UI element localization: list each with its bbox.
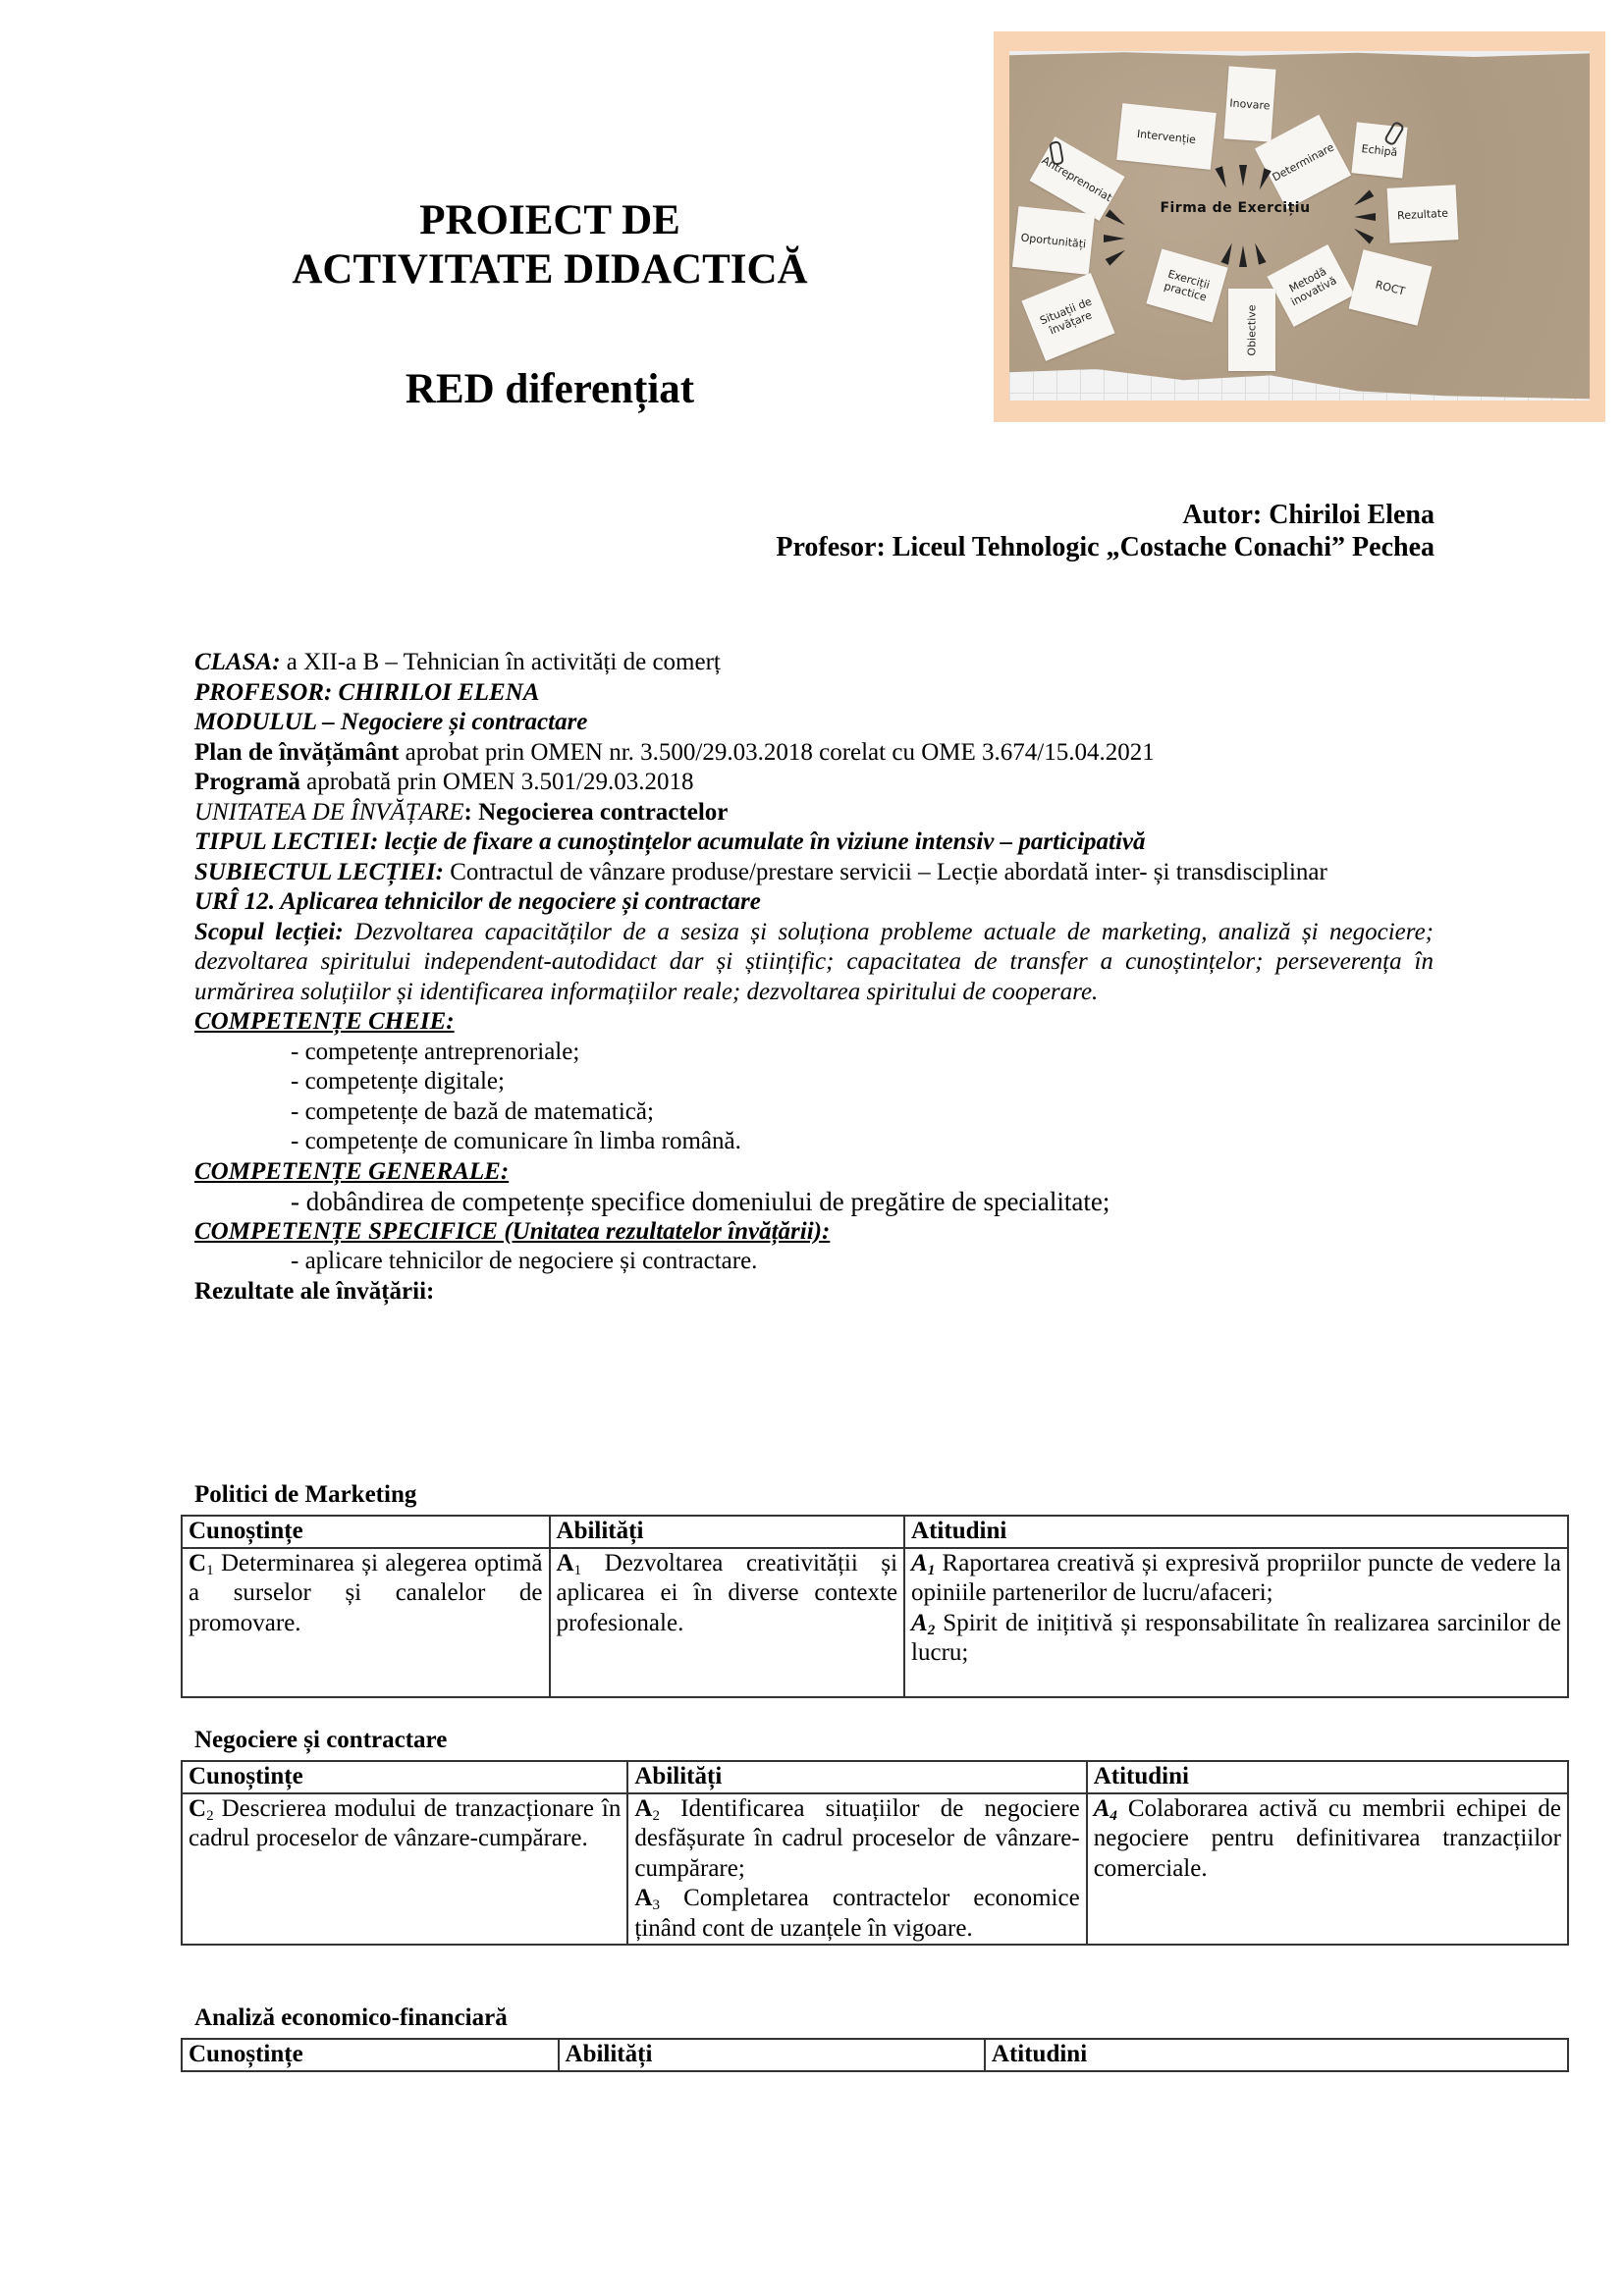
note-obiective-label: Obiective bbox=[1245, 303, 1259, 356]
doc-title-line2: ACTIVITATE DIDACTICĂ bbox=[292, 246, 808, 293]
code-sub: 2 bbox=[927, 1622, 936, 1638]
code-sub: 4 bbox=[1110, 1807, 1117, 1824]
code: A bbox=[634, 1794, 653, 1822]
scopul-label: Scopul lecției: bbox=[194, 918, 344, 945]
table-politici-marketing bbox=[181, 1515, 1569, 1698]
cell-atitudini bbox=[1087, 1793, 1568, 1946]
note-exercitii-practice: Exerciții practice bbox=[1146, 248, 1227, 322]
plan-value: aprobat prin OMEN nr. 3.500/29.03.2018 corelat cu OME 3.674/15.04.2021 bbox=[399, 738, 1155, 766]
doc-subtitle: RED diferențiat bbox=[405, 366, 695, 412]
code-sub: 3 bbox=[652, 1897, 660, 1913]
cell-text: Dezvoltarea creativității și aplicarea ei în diverse contexte profesionale. bbox=[556, 1549, 898, 1636]
note-oportunitati: Oportunități bbox=[1012, 206, 1095, 275]
plan-label: Plan de învățământ bbox=[194, 738, 400, 766]
competente-cheie-heading: COMPETENȚE CHEIE: bbox=[194, 1008, 455, 1035]
header-abilitati: Abilități bbox=[627, 1761, 1086, 1793]
table-row bbox=[182, 1548, 1568, 1697]
scopul-line bbox=[194, 918, 1434, 1008]
note-interventie: Intervenție bbox=[1116, 103, 1217, 170]
ray-icon bbox=[1239, 245, 1247, 267]
table-header-row bbox=[182, 2039, 1568, 2071]
lesson-info bbox=[194, 648, 1434, 1307]
rezultate-heading: Rezultate ale învățării: bbox=[194, 1277, 435, 1305]
ray-icon bbox=[1352, 189, 1375, 208]
table-header-row bbox=[182, 1761, 1568, 1793]
center-label: Firma de Exercițiu bbox=[1160, 200, 1311, 216]
code-sub: 1 bbox=[927, 1562, 936, 1578]
competenta-generala-item: - dobândirea de competențe specifice domeniului de pregătire de specialitate; bbox=[291, 1187, 1110, 1216]
unitatea-value: : Negocierea contractelor bbox=[463, 798, 729, 826]
header-atitudini: Atitudini bbox=[1087, 1761, 1568, 1793]
torn-paper-top bbox=[1009, 51, 1590, 57]
ray-icon bbox=[1251, 241, 1266, 264]
table-analiza-economico-financiara bbox=[181, 2038, 1569, 2072]
competenta-specifica-item: - aplicare tehnicilor de negociere și contractare. bbox=[291, 1248, 758, 1274]
ray-icon bbox=[1352, 225, 1375, 243]
note-antreprenoriat: Antreprenoriat bbox=[1029, 136, 1124, 221]
table-negociere-contractare bbox=[181, 1760, 1569, 1946]
abilitate-item bbox=[634, 1884, 1079, 1944]
ray-icon bbox=[1215, 166, 1229, 188]
subiectul-label: SUBIECTUL LECȚIEI: bbox=[194, 858, 444, 885]
modulul-line: MODULUL – Negociere și contractare bbox=[194, 709, 588, 735]
clasa-value: a XII-a B – Tehnician în activități de comerț bbox=[280, 649, 721, 675]
plan-line bbox=[194, 738, 1434, 769]
grid-paper-bottom bbox=[1009, 369, 1590, 400]
cell-cunostinte bbox=[182, 1793, 627, 1946]
table2-title: Negociere și contractare bbox=[194, 1727, 448, 1753]
note-obiective bbox=[1228, 289, 1275, 371]
cell-text: Completarea contractelor economice ținând cont de uzanțele în vigoare. bbox=[634, 1885, 1080, 1942]
header-cunostinte: Cunoștințe bbox=[182, 2039, 559, 2071]
cell-abilitati bbox=[627, 1793, 1086, 1946]
ray-icon bbox=[1106, 246, 1128, 265]
ray-icon bbox=[1106, 209, 1128, 228]
note-echipa: Echipă bbox=[1351, 122, 1407, 178]
kraft-paper-background bbox=[1009, 51, 1590, 400]
cell-atitudini bbox=[904, 1548, 1568, 1697]
cell-text: Descrierea modului de tranzacționare în cadrul proceselor de vânzare-cumpărare. bbox=[189, 1794, 622, 1851]
code-sub: 2 bbox=[652, 1807, 660, 1824]
author-school: Profesor: Liceul Tehnologic „Costache Conachi” Pechea bbox=[776, 532, 1435, 562]
note-rezultate: Rezultate bbox=[1387, 185, 1459, 243]
cell-abilitati bbox=[550, 1548, 905, 1697]
programa-label: Programă bbox=[194, 769, 300, 795]
note-situatii-de-invatare: Situații de învățare bbox=[1021, 273, 1114, 361]
header-atitudini: Atitudini bbox=[904, 1516, 1568, 1548]
code: A bbox=[911, 1549, 928, 1576]
code: A bbox=[556, 1549, 574, 1576]
note-determinare: Determinare bbox=[1255, 115, 1351, 210]
code: C bbox=[189, 1794, 207, 1822]
code-sub: 2 bbox=[206, 1807, 214, 1824]
competente-generale-heading: COMPETENȚE GENERALE: bbox=[194, 1157, 510, 1185]
cell-text: Spirit de inițitivă și responsabilitate în realizarea sarcinilor de lucru; bbox=[911, 1609, 1561, 1666]
table1-title: Politici de Marketing bbox=[194, 1481, 417, 1508]
cell-text: Identificarea situațiilor de negociere desfășurate în cadrul proceselor de vânzare-cumpărare; bbox=[634, 1794, 1080, 1882]
ray-icon bbox=[1256, 168, 1272, 190]
uri-line: URÎ 12. Aplicarea tehnicilor de negociere și contractare bbox=[194, 888, 761, 915]
programa-value: aprobată prin OMEN 3.501/29.03.2018 bbox=[299, 769, 694, 795]
code-sub: 1 bbox=[206, 1562, 214, 1578]
header-cunostinte: Cunoștințe bbox=[182, 1761, 627, 1793]
header-abilitati: Abilități bbox=[559, 2039, 985, 2071]
abilitate-item bbox=[634, 1794, 1079, 1885]
cell-text: Determinarea și alegerea optimă a surselor și canalelor de promovare. bbox=[189, 1549, 543, 1636]
subiectul-line bbox=[194, 858, 1434, 888]
firma-de-exercitiu-illustration bbox=[994, 31, 1605, 422]
atitudine-item bbox=[911, 1609, 1561, 1669]
competenta-cheie-item: - competențe de bază de matematică; bbox=[291, 1097, 654, 1125]
note-roct: ROCT bbox=[1349, 249, 1433, 326]
programa-line bbox=[194, 768, 1434, 798]
table-header-row bbox=[182, 1516, 1568, 1548]
code: C bbox=[189, 1549, 207, 1576]
competenta-cheie-item: - competențe de comunicare în limba română. bbox=[291, 1128, 741, 1154]
note-inovare: Inovare bbox=[1223, 66, 1275, 141]
table3-title: Analiză economico-financiară bbox=[194, 2004, 508, 2031]
atitudine-item bbox=[911, 1549, 1561, 1609]
cell-text: Raportarea creativă și expresivă propriilor puncte de vedere la opiniile partenerilor de lucru/afaceri; bbox=[911, 1549, 1561, 1606]
header-cunostinte: Cunoștințe bbox=[182, 1516, 550, 1548]
table-row bbox=[182, 1793, 1568, 1946]
tipul-lectiei-line: TIPUL LECTIEI: lecție de fixare a cunoștințelor acumulate în viziune intensiv – participativă bbox=[194, 828, 1146, 855]
cell-cunostinte bbox=[182, 1548, 550, 1697]
competente-specifice-heading: COMPETENȚE SPECIFICE (Unitatea rezultatelor învățării): bbox=[194, 1217, 831, 1245]
doc-title-line1: PROIECT DE bbox=[419, 197, 680, 243]
subiectul-value: Contractul de vânzare produse/prestare servicii – Lecție abordată inter- și transdisciplinar bbox=[443, 858, 1327, 885]
note-metoda-inovativa: Metodă inovativă bbox=[1267, 244, 1354, 327]
ray-icon bbox=[1354, 213, 1376, 221]
header-atitudini: Atitudini bbox=[985, 2039, 1568, 2071]
clasa-label: CLASA: bbox=[194, 649, 281, 675]
code: A bbox=[1093, 1794, 1110, 1822]
scopul-value: Dezvoltarea capacităților de a sesiza și soluționa probleme actuale de marketing, analiză și negociere; dezvoltarea spiritului independent-autodidact dar și științific; capacitatea de transfer a cunoștințelor; perseverența în urmărirea soluțiilor și identificarea informațiilor reale; dezvoltarea spiritului de cooperare. bbox=[194, 918, 1435, 1005]
profesor-line: PROFESOR: CHIRILOI ELENA bbox=[194, 678, 540, 706]
author-name: Autor: Chiriloi Elena bbox=[1182, 500, 1435, 530]
code-sub: 1 bbox=[573, 1562, 582, 1578]
clasa-line bbox=[194, 648, 1434, 678]
ray-icon bbox=[1239, 165, 1247, 187]
ray-icon bbox=[1220, 241, 1235, 264]
header-abilitati: Abilități bbox=[550, 1516, 905, 1548]
unitatea-line bbox=[194, 798, 1434, 828]
code: A bbox=[634, 1885, 653, 1911]
competenta-cheie-item: - competențe digitale; bbox=[291, 1068, 505, 1095]
ray-icon bbox=[1104, 235, 1125, 242]
cell-text: Colaborarea activă cu membrii echipei de negociere pentru definitivarea tranzacțiilor comerciale. bbox=[1093, 1794, 1561, 1882]
unitatea-label: UNITATEA DE ÎNVĂȚARE bbox=[194, 798, 464, 826]
code: A bbox=[911, 1609, 928, 1636]
competenta-cheie-item: - competențe antreprenoriale; bbox=[291, 1038, 580, 1065]
